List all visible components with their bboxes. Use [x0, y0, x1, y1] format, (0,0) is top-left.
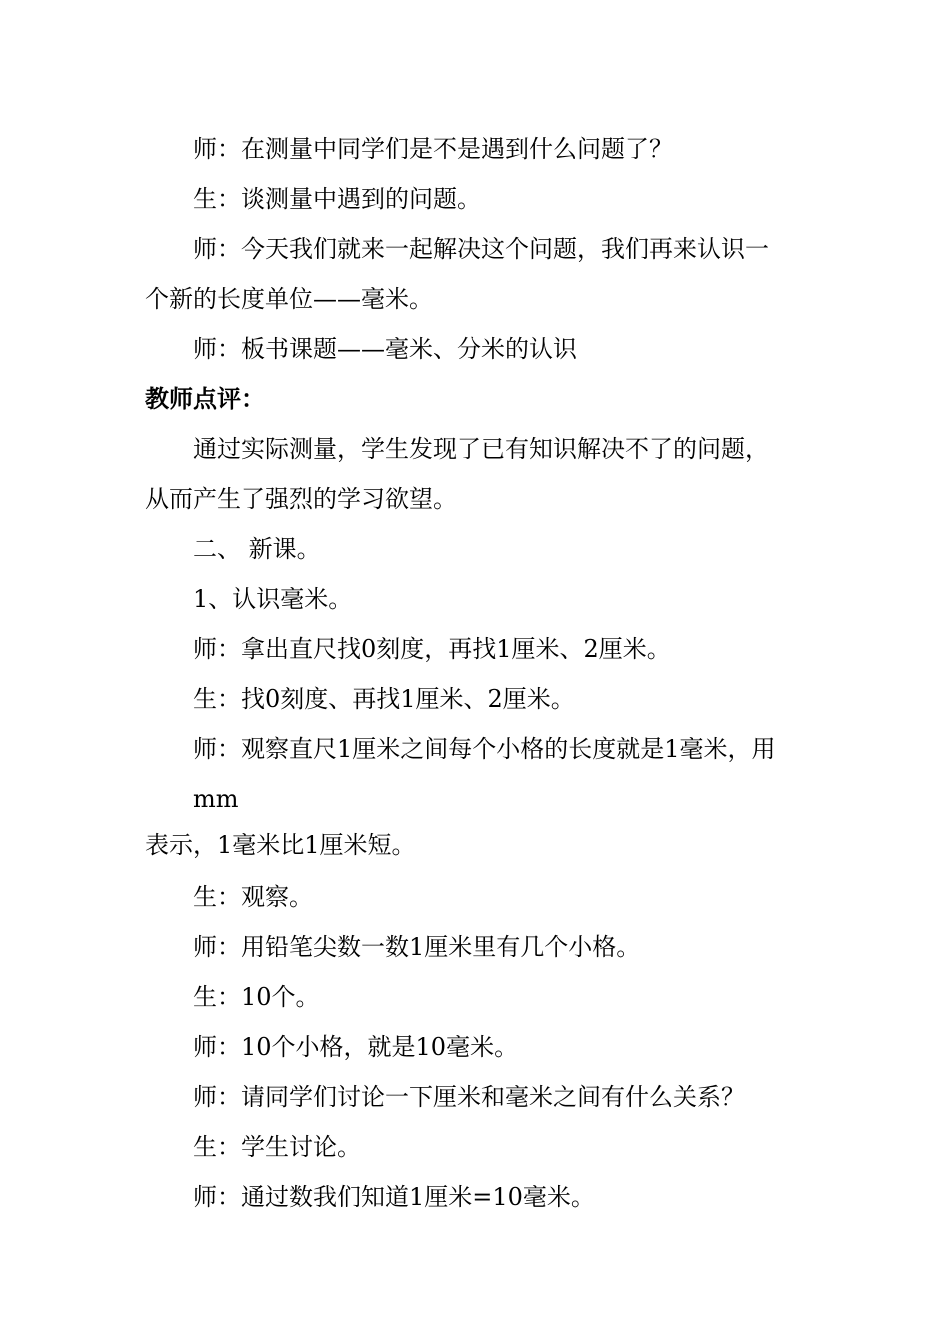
paragraph-line: 师：今天我们就来一起解决这个问题，我们再来认识一: [193, 235, 769, 263]
paragraph-line: 生：10个。: [193, 983, 320, 1011]
paragraph-line: 生：找0刻度、再找1厘米、2厘米。: [193, 685, 575, 713]
paragraph-line: 师：10个小格，就是10毫米。: [193, 1033, 519, 1061]
paragraph-line: 师：用铅笔尖数一数1厘米里有几个小格。: [193, 933, 641, 961]
paragraph-line: 生：学生讨论。: [193, 1133, 361, 1161]
paragraph-line: 表示，1毫米比1厘米短。: [145, 831, 416, 859]
paragraph-line: 生：谈测量中遇到的问题。: [193, 185, 481, 213]
paragraph-line: 师：通过数我们知道1厘米=10毫米。: [193, 1183, 595, 1211]
paragraph-line: 师：请同学们讨论一下厘米和毫米之间有什么关系？: [193, 1083, 745, 1111]
paragraph-line: 师：观察直尺1厘米之间每个小格的长度就是1毫米，用: [193, 735, 776, 763]
section-heading: 教师点评：: [145, 384, 265, 413]
paragraph-line: 师：拿出直尺找0刻度，再找1厘米、2厘米。: [193, 635, 671, 663]
section-title: 二、 新课。: [193, 535, 321, 563]
paragraph-line: 师：板书课题——毫米、分米的认识: [193, 335, 577, 363]
paragraph-line: 师：在测量中同学们是不是遇到什么问题了？: [193, 135, 673, 163]
paragraph-line: mm: [193, 785, 239, 813]
paragraph-line: 生：观察。: [193, 883, 313, 911]
paragraph-line: 从而产生了强烈的学习欲望。: [145, 485, 457, 513]
paragraph-line: 通过实际测量，学生发现了已有知识解决不了的问题，: [193, 435, 769, 463]
paragraph-line: 个新的长度单位——毫米。: [145, 285, 433, 313]
subsection-title: 1、认识毫米。: [193, 585, 353, 613]
